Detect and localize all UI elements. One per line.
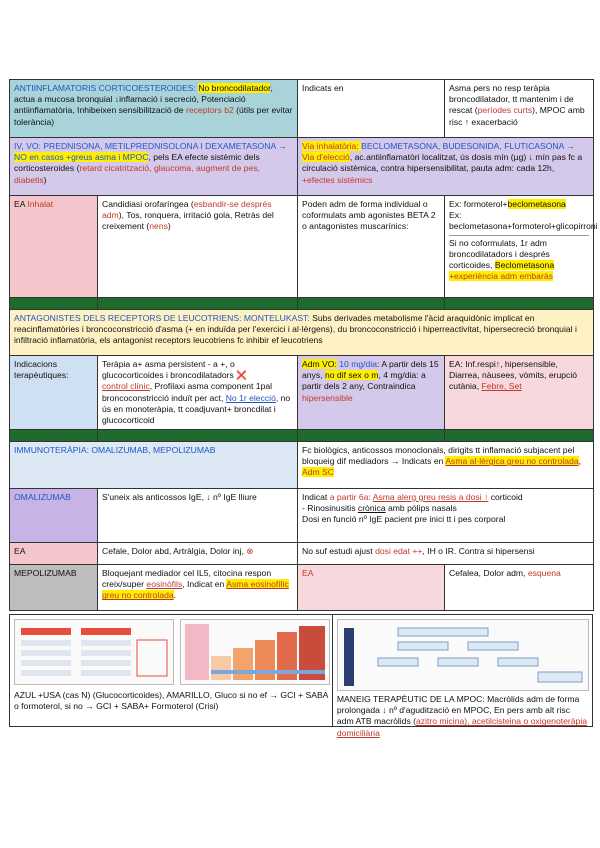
example-1-text: Ex: formoterol+ (449, 199, 508, 209)
row-vias (10, 138, 594, 196)
immuno-sep: , (578, 456, 581, 467)
inhalatoria-cell (298, 138, 594, 196)
examples-cell (445, 196, 598, 298)
omali-rino-b: amb pòlips nasals (385, 503, 457, 514)
indicats-text: Asma pers no resp teràpia broncodilatador, tt mantenim i de rescat ( (449, 83, 574, 116)
indic-control: control clínic (102, 381, 150, 392)
immuno-adm: Adm SC (302, 467, 334, 478)
omali-ea-label-text: EA (14, 546, 26, 557)
inh-highlight: Via d'elecció (302, 152, 350, 163)
right-caption (337, 694, 589, 739)
mepo-ea-red: esquena (527, 568, 561, 579)
highlight-text: No broncodilatador (198, 83, 271, 93)
steps-chart-icon (181, 620, 331, 686)
section-title: ANTIINFLAMATORIS CORTICOESTEROIDES: (14, 83, 199, 93)
ea-inhalat-effects (98, 196, 298, 298)
inh-text: , ac.antiinflamatòri localitzat, ús dosis mín (µg) ↓ mín pas fc a circulació sistèmica, contra hipersensibilitat, pauta adm: cada 12h, (302, 152, 583, 174)
omali-ea-text (98, 543, 298, 565)
iv-label: IV, VO: PREDNISONA, METILPREDNISOLONA I DEXAMETASONA → (14, 141, 287, 151)
indicats-label-cell (298, 80, 445, 138)
prohibited-icon: ⊗ (246, 546, 254, 557)
adm-vo-cell (298, 356, 445, 430)
mepolizumab-text (98, 565, 298, 611)
adm-red: hipersensible (302, 392, 353, 403)
leuco-text: Subs derivades metabolisme l'àcid araquidònic implicat en reacinflamatòries i broncoconstricció d'asma (+ en induïda per l'exercici i al·lèrgens), du broncoconstricció i hiperreactivitat, hipersecreció bronquial i infiltració inflamatòria, els antagonist receptors leucotriens fc inhibir ef leucotriens (14, 313, 577, 346)
omalizumab-indic (298, 489, 594, 543)
effects-red: esbandir-se després adm (102, 199, 272, 221)
indic-label: Indicacions terapèutiques: (14, 359, 69, 381)
row-ea-inhalat (10, 196, 594, 298)
row-mepolizumab (10, 565, 594, 611)
example-2-text: Ex: beclometasona+formoterol+glicopirroni (449, 210, 598, 232)
iv-text: , pels EA efecte sistèmic dels corticosteroides ( (14, 152, 260, 174)
effects-end: ) (167, 221, 171, 232)
indic-text-c: , no ús en monoteràpia, tt coadjuvant+ broncdilat i glucocorticoid (102, 392, 291, 425)
adm-text: : A partir dels 15 anys, (302, 359, 439, 381)
asthma-diagram-icon (15, 620, 175, 686)
inh-label: Via inhalatòria: (302, 141, 362, 151)
example-1-hl: beclometasona (507, 199, 566, 209)
ea-leuco-cell (445, 356, 594, 430)
effects-text: Candidiasi orofaríngea ( (102, 199, 194, 209)
row-omali-ea (10, 543, 594, 565)
omali-ea-label (10, 543, 98, 565)
effects-nens: nens (149, 221, 168, 232)
omali-rino-line (302, 503, 589, 514)
mepolizumab-label-cell (10, 565, 98, 611)
mepo-ea-effects: Cefalea, Dolor adm, (449, 568, 528, 579)
adm-dose: 10 mg/dia (336, 359, 378, 369)
indic-no-first: No 1r elecció (225, 392, 276, 403)
corticoides-description (10, 80, 298, 138)
bottom-figures (9, 614, 593, 738)
figure-asthma-treatment (10, 615, 333, 726)
inh-drugs: BECLOMETASONA, BUDESONIDA, FLUTICASONA → (361, 141, 575, 151)
description-end: (útils per evitar tolerància) (14, 105, 293, 127)
mepolizumab-label: MEPOLIZUMAB (14, 568, 77, 579)
ea-leuco-text: EA: Inf.respi↑, hipersensible, Diarrea, nàusees, vòmits, erupció cutània, (449, 359, 578, 392)
row-leucotriens (10, 310, 594, 356)
indicats-text-cell (445, 80, 594, 138)
omali-rino-ul: crònica (357, 503, 386, 514)
flowchart-icon (338, 620, 590, 692)
omali-ind-b: corticoid (488, 492, 523, 503)
example-1 (449, 199, 589, 210)
omalizumab-mech-text: S'uneix als anticossos IgE, ↓ nº IgE lliure (102, 492, 257, 503)
mepo-text-a: Bloquejant mediador cel IL5, citocina respon creix/super (102, 568, 272, 590)
ea-inhalat-label (10, 196, 98, 298)
asthma-steps-image (180, 619, 330, 685)
ea-inhalat-red: Inhalat (27, 199, 54, 209)
adm-hl2: no dif sex o m (324, 370, 379, 381)
indicats-label: Indicats en (302, 83, 344, 93)
asthma-treatment-image (14, 619, 174, 685)
omalizumab-mech (98, 489, 298, 543)
immuno-text-cell (298, 442, 594, 489)
right-caption-red: azitro micina), acetilcisteina o oxigenoteràpia domiciliària (336, 716, 588, 738)
mepo-red: eosinòfils (146, 579, 183, 590)
example-2 (449, 210, 598, 232)
example-note (449, 235, 589, 283)
indicats-text-end: ), MPOC amb risc ↑ exacerbació (449, 105, 585, 127)
omalizumab-label: OMALIZUMAB (14, 492, 71, 503)
left-caption: AZUL +USA (cas N) (Glucocorticoides), AMARILLO, Gluco si no ef → GCI + SABA o formoterol, si no → GCI + SABA+ Formoterol (Crisi) (14, 690, 328, 712)
iv-end: ) (43, 174, 47, 185)
mpoc-flowchart-image (337, 619, 589, 691)
cross-icon: ❌ (236, 370, 247, 381)
leuco-title: ANTAGONISTES DELS RECEPTORS DE LEUCOTRIENS: MONTELUKAST: (14, 313, 313, 323)
omali-ind-line (302, 492, 589, 503)
row-corticoides (10, 80, 594, 138)
indicats-red: períodes curts (477, 105, 533, 116)
ea-leuco-red: Febre, Set (481, 381, 522, 392)
row-indicacions (10, 356, 594, 430)
note-red: +experiència adm embaràs (449, 271, 553, 282)
immuno-title-cell (10, 442, 298, 489)
omali-nosuf (298, 543, 594, 565)
adm-hl: Adm VO: (302, 359, 337, 369)
leucotriens-cell (10, 310, 594, 356)
mepo-hl: Asma eosinofílic greu no controlada (102, 579, 289, 601)
mepo-ea-label-text: EA (302, 568, 314, 579)
inh-red: +efectes sistèmics (302, 174, 373, 185)
omali-ind-a: Indicat (302, 492, 330, 503)
omali-dosi: Dosi en funció nº IgE pacient pre inici tt i pes corporal (302, 514, 506, 525)
adm-text-b: , 4 mg/dia: a partir dels 2 any, Contraindica (302, 370, 426, 392)
notes-table (9, 79, 598, 611)
immuno-title: IMMUNOTERÀPIA: OMALIZUMAB, MEPOLIZUMAB (14, 445, 216, 456)
ea-label: EA (14, 199, 28, 209)
mepo-ea-text (445, 565, 594, 611)
divider-2 (10, 430, 594, 442)
indic-text-b: , Profilaxi asma component 1pal broncoconstricció induït per act, (102, 381, 273, 403)
receptors-text: receptors b2 (185, 105, 234, 116)
divider-1 (10, 298, 594, 310)
note-text: Si no coformulats, 1r adm broncodilatadors i després corticoides, (449, 237, 550, 270)
nosuf-a: No suf estudi ajust (302, 546, 376, 557)
omalizumab-label-cell (10, 489, 98, 543)
immuno-text: Fc biològics, anticossos monoclonals, dirigits tt inflamació subjacent pel bloqueig dif mediadors → Indicats en (302, 445, 575, 467)
iv-highlight: NO en casos +greus asma i MPOC (14, 152, 149, 163)
immuno-hl: Asma al·lèrgica greu no controlada (445, 456, 579, 467)
mepo-ea-label (298, 565, 445, 611)
nosuf-red: dosi edat ++ (375, 546, 423, 557)
mepo-end: . (173, 590, 177, 601)
figure-mpoc (333, 615, 592, 738)
omali-ind-ul: Asma alerg greu resis a dosi ↑ (372, 492, 489, 503)
omali-ea-effects: Cefale, Dolor abd, Artràlgia, Dolor inj, (102, 546, 247, 557)
indic-text-a: Teràpia a+ asma persistent - a +, o glucocorticoides i broncodilatadors (102, 359, 237, 381)
iv-red: retard cicatrització, glaucoma, augment de pes, diabetis (14, 163, 260, 185)
row-omalizumab (10, 489, 594, 543)
nosuf-b: , IH o IR. Contra si hipersensi (422, 546, 535, 557)
omali-dosi-line (302, 514, 589, 525)
notes-page (9, 79, 598, 738)
right-caption-text: MANEIG TERAPÈUTIC DE LA MPOC: Macròlids adm de forma prolongada ↓ nº d'agudització en MPOC, En pers amb alt risc adm ATB macròlids ( (336, 694, 580, 727)
mepo-text-b: , Indicat en (182, 579, 227, 590)
effects-text-b: ), Tos, ronquera, irritació gola, Retràs del creixement ( (102, 210, 274, 232)
coformulats-text: Poden adm de forma individual o coformulats amb agonistes BETA 2 o antagonistes muscarínics: (302, 199, 436, 232)
description-text: , actua a mucosa bronquial ↓inflamació i secreció, Potenciació antiinflamatòria, Inhibeixen sensibilització de (14, 83, 273, 116)
indicacions-label (10, 356, 98, 430)
indicacions-text (98, 356, 298, 430)
note-hl: Beclometasona (494, 259, 555, 270)
omali-rino-a: - Rinosinusitis (302, 503, 358, 514)
row-immuno (10, 442, 594, 489)
coformulats-cell (298, 196, 445, 298)
iv-cell (10, 138, 298, 196)
omali-ind-red: a partir 6a: (329, 492, 373, 503)
